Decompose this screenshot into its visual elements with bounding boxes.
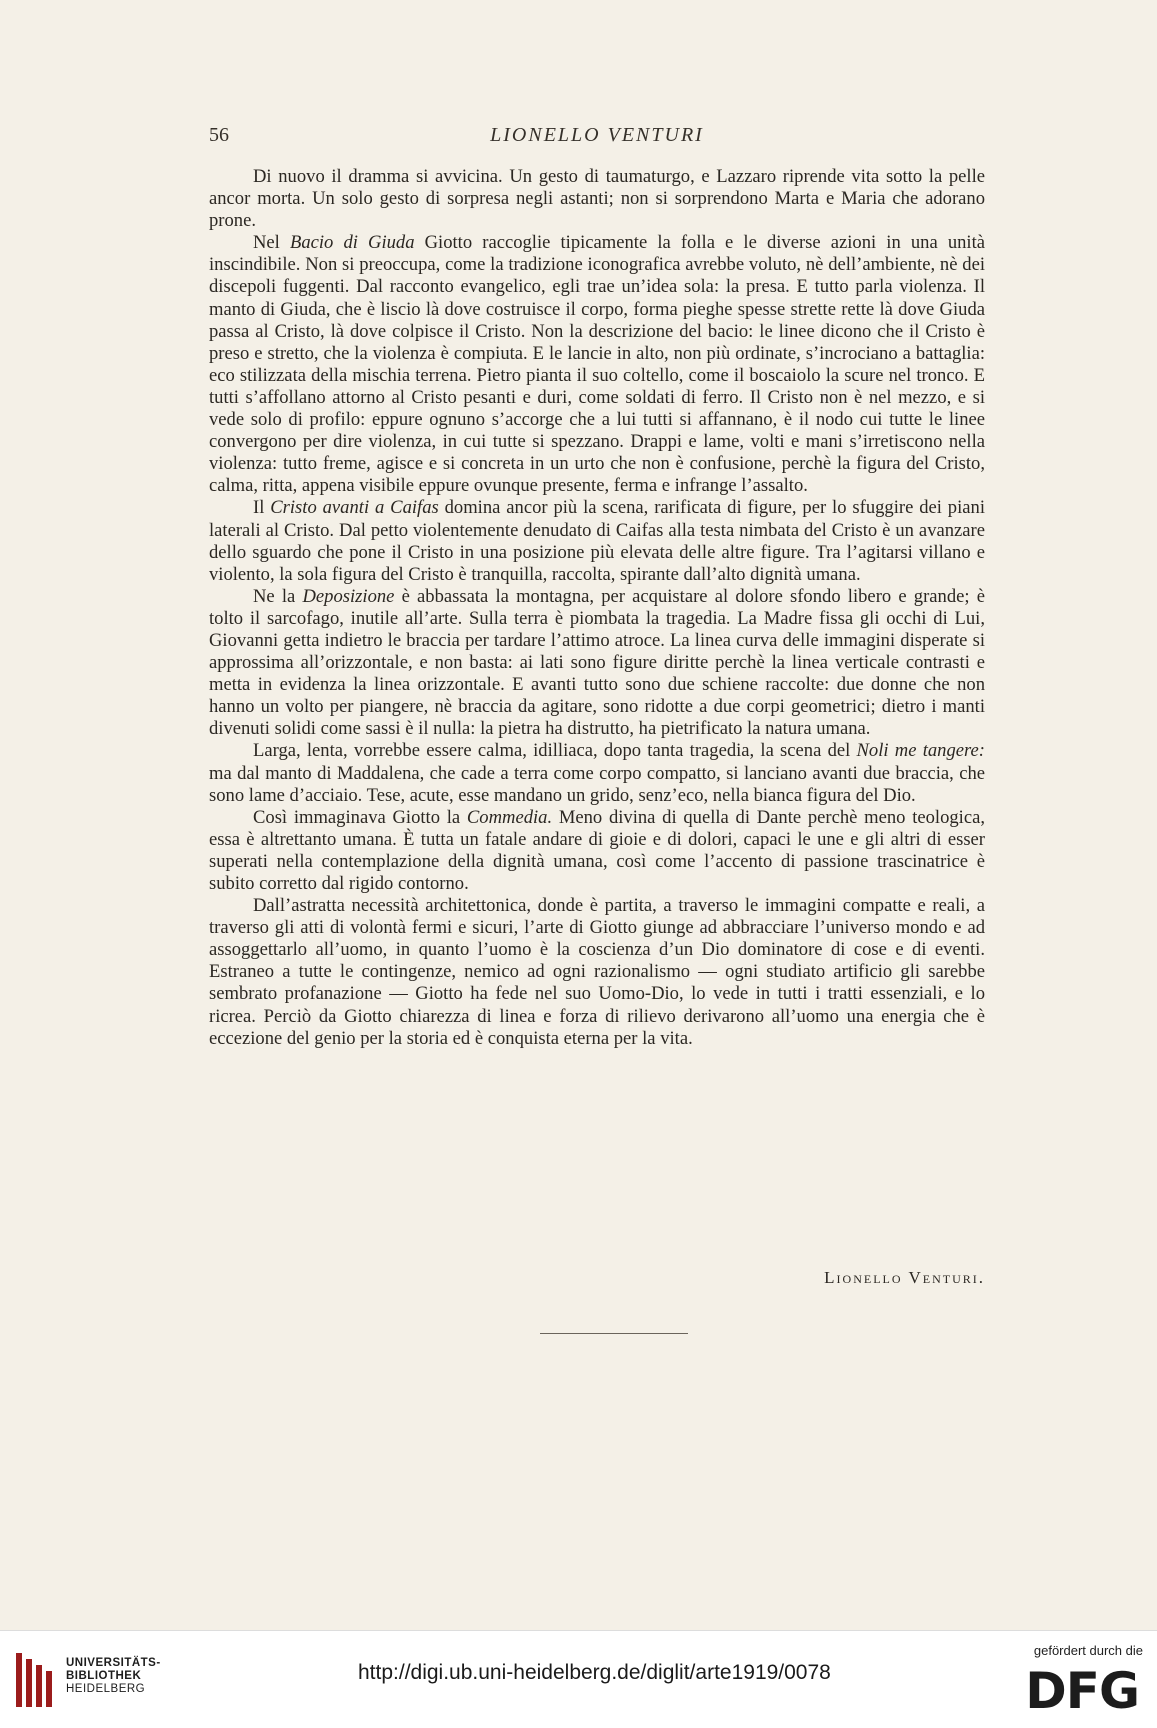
article-body	[209, 166, 985, 1050]
artwork-title: Commedia.	[466, 806, 553, 828]
digitization-footer	[0, 1630, 1157, 1728]
paragraph: Di nuovo il dramma si avvicina. Un gesto di taumaturgo, e Lazzaro riprende vita sotto la pelle ancor morta. Un solo gesto di sorpresa negli astanti; non si sorprendono Marta e Maria che adorano prone.	[209, 166, 985, 232]
dfg-logo: DFG	[1025, 1662, 1139, 1720]
source-url-link[interactable]: http://digi.ub.uni-heidelberg.de/diglit/arte1919/0078	[358, 1661, 831, 1684]
artwork-title: Deposizione	[302, 585, 395, 607]
author-signature: Lionello Venturi.	[824, 1268, 985, 1287]
running-head: LIONELLO VENTURI	[490, 124, 704, 146]
funded-by-label: gefördert durch die	[1033, 1643, 1143, 1658]
artwork-title: Noli me tangere:	[856, 740, 985, 762]
paragraph: Nel Bacio di Giuda Giotto raccoglie tipicamente la folla e le diverse azioni in una unità inscindibile. Non si preoccupa, come la tradizione iconografica avrebbe voluto, nè dell’ambiente, nè dei discepoli fuggenti. Dal racconto evangelico, egli trae un’idea sola: la presa. E tutto parla violenza. Il manto di Giuda, che è liscio là dove costruisce il corpo, forma pieghe spesse strette rette là dove Giuda passa al Cristo, là dove colpisce il Cristo. Non la descrizione del bacio: le linee dicono che il Cristo è preso e stretto, che la violenza è compiuta. E le lancie in alto, non più ordinate, s’incrociano a battaglia: eco stilizzata della mischia terrena. Pietro pianta il suo coltello, come il boscaiolo la scure nel tronco. E tutti s’affollano attorno al Cristo pesanti e duri, come soldati di ferro. Il Cristo non è nel mezzo, e si vede solo di profilo: eppure ognuno s’accorge che a lui tutti si affannano, è il nodo cui tutte le linee convergono per dire violenza, in cui tutte si spezzano. Drappi e lame, volti e mani s’irretiscono nella violenza: tutto freme, agisce e si concreta in un urto che non è confusione, perchè la figura del Cristo, calma, ritta, appena visibile eppure ovunque presente, ferma e infrange l’assalto.	[209, 232, 986, 497]
paragraph: Ne la Deposizione è abbassata la montagna, per acquistare al dolore sfondo libero e grande; è tolto il sarcofago, inutile all’arte. Sulla terra è piombata la tragedia. La Madre fissa gli occhi di Lui, Giovanni getta indietro le braccia per tardare l’attimo atroce. La linea curva delle immagini disperate si approssima all’orizzontale, e non basta: ai lati sono figure diritte perchè la linea verticale contrasti e metta in evidenza la linea orizzontale. E avanti tutto sono due schiene raccolte: due donne che non hanno un volto per piangere, nè braccia da agitare, sono ridotte a due corpi geometrici; dietro i manti divenuti solidi come sassi è il nulla: la pietra ha distrutto, ha pietrificato la natura umana.	[209, 585, 985, 740]
paragraph: Così immaginava Giotto la Commedia. Meno divina di quella di Dante perchè meno teologica, essa è altrettanto umana. È tutta un fatale andare di gioie e di dolori, capaci le une e gli altri di esser superati nella contemplazione della dignità umana, così come l’accento di passione trascinatrice è subito corretto dal rigido contorno.	[209, 806, 985, 894]
artwork-title: Bacio di Giuda	[289, 232, 415, 254]
library-logo-icon	[14, 1649, 54, 1711]
paragraph: Dall’astratta necessità architettonica, donde è partita, a traverso le immagini compatte e reali, a traverso gli atti di volontà fermi e sicuri, l’arte di Giotto giunge ad abbracciare l’universo mondo e ad assoggettarlo all’uomo, in quanto l’uomo è la coscienza d’un Dio dominatore di cose e di eventi. Estraneo a tutte le contingenze, nemico ad ogni razionalismo — ogni studiato artificio gli sarebbe sembrato profanazione — Giotto ha fede nel suo Uomo-Dio, lo vede in tutti i tratti essenziali, e lo ricrea. Perciò da Giotto chiarezza di linea e forza di rilievo derivarono all’uomo una energia che è eccezione del genio per la storia ed è conquista eterna per la vita.	[209, 895, 985, 1049]
artwork-title: Cristo avanti a Caifas	[270, 497, 439, 519]
library-name: UNIVERSITÄTS- BIBLIOTHEK HEIDELBERG	[66, 1657, 161, 1695]
closing-rule	[540, 1333, 688, 1334]
page-number: 56	[209, 124, 229, 146]
paragraph: Il Cristo avanti a Caifas domina ancor più la scena, rarificata di figure, per lo sfuggire dei piani laterali al Cristo. Dal petto violentemente denudato di Caifas alla testa nimbata del Cristo è un avanzare dello sguardo che pone il Cristo in una posizione più elevata delle altre figure. Tra l’agitarsi villano e violento, la sola figura del Cristo è tranquilla, raccolta, spirante dall’alto dignità umana.	[209, 497, 985, 585]
page-header	[209, 124, 985, 154]
paragraph: Larga, lenta, vorrebbe essere calma, idilliaca, dopo tanta tragedia, la scena del Noli me tangere: ma dal manto di Maddalena, che cade a terra come corpo compatto, si lanciano avanti due braccia, che sono lame d’acciaio. Tese, acute, esse mandano un grido, senz’eco, nella bianca figura del Dio.	[209, 740, 985, 806]
